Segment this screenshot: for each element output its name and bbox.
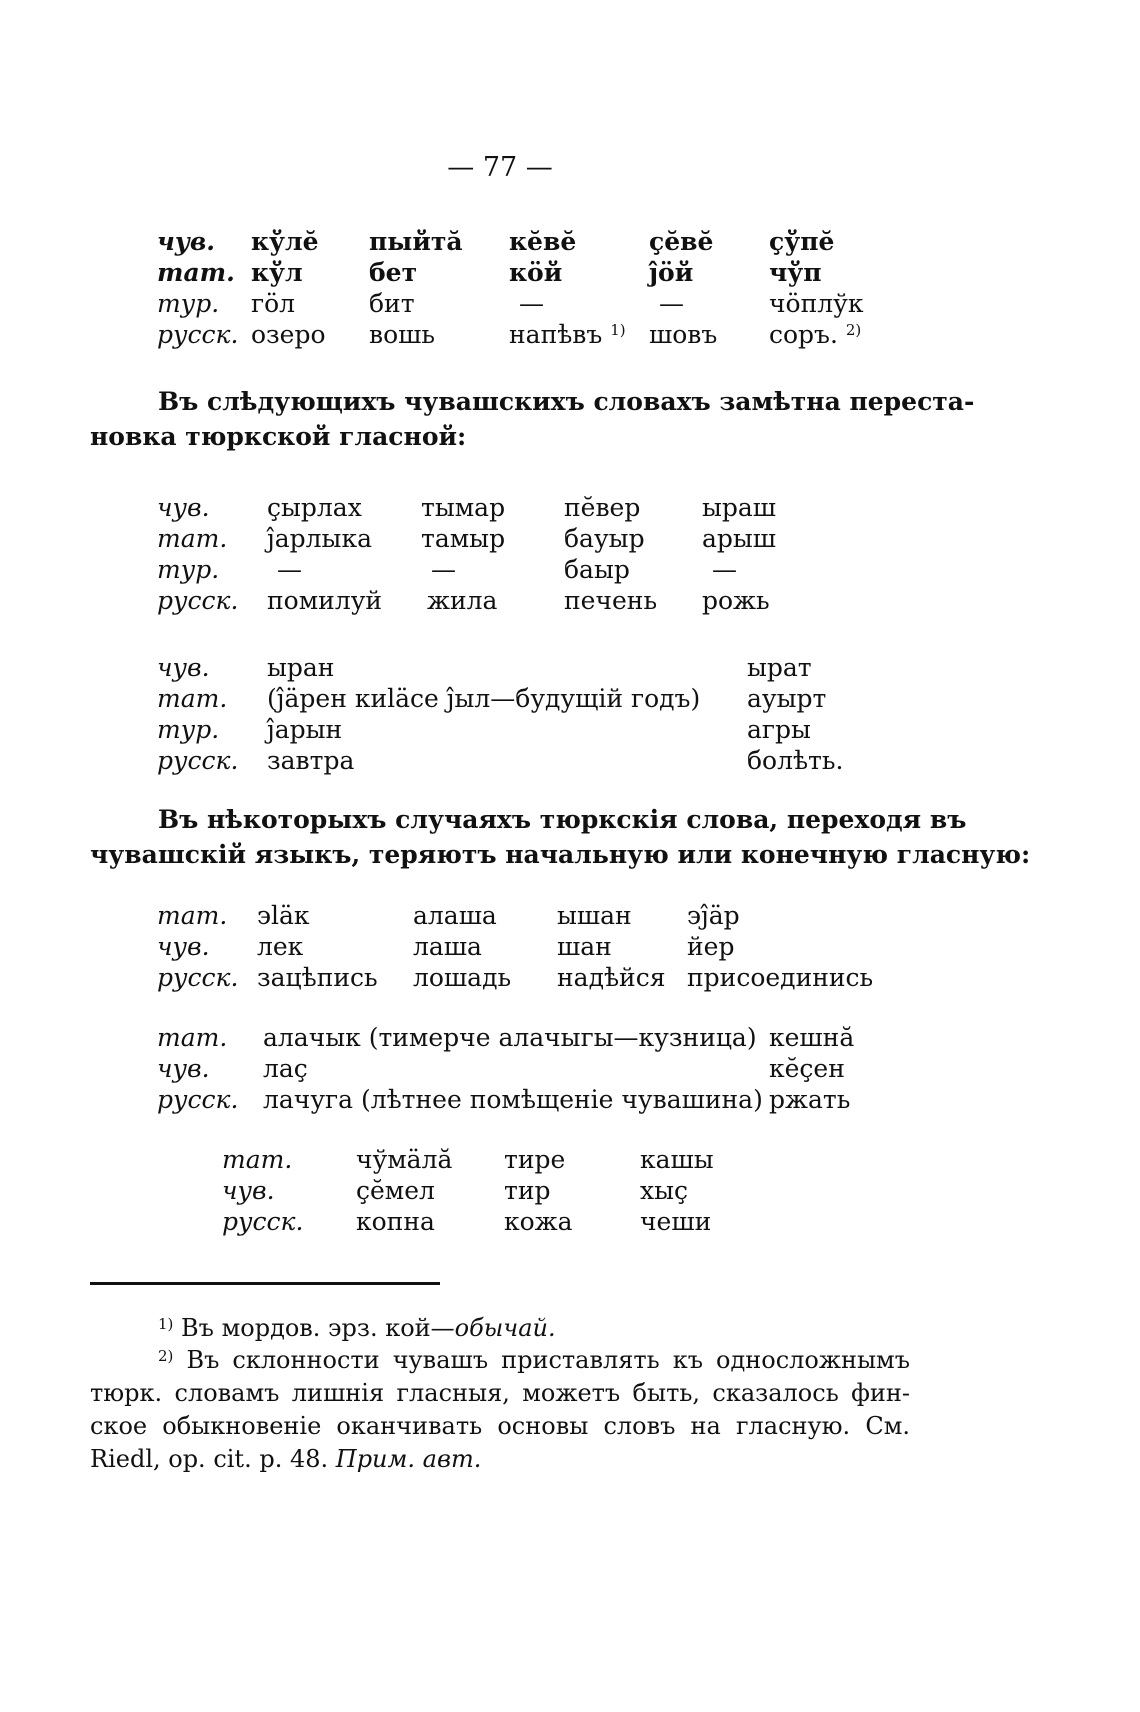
word-cell: ĵарлыка	[267, 524, 372, 553]
word-cell: тире	[504, 1145, 566, 1174]
footnote-mark: 2)	[158, 1347, 174, 1365]
word-cell: тымар	[421, 493, 506, 522]
word-cell: лаç	[263, 1054, 308, 1083]
word-cell: пĕвер	[564, 493, 641, 522]
word-cell: кешнă	[769, 1023, 855, 1052]
footnote-text: Въ склонности чувашъ приставлять къ односложнымъ	[186, 1346, 910, 1374]
footnote-text: Riedl, op. cit. p. 48.	[90, 1445, 329, 1473]
word-cell: —	[519, 289, 544, 318]
lang-label: тур.	[157, 555, 220, 584]
word-cell: присоединись	[687, 963, 874, 992]
footnote-italic: обычай.	[454, 1314, 556, 1342]
lang-label: русск.	[157, 1085, 239, 1114]
word-cell: помилуй	[267, 586, 383, 615]
word-cell: лек	[257, 932, 304, 961]
lang-label: тур.	[157, 289, 220, 318]
word-cell: ауырт	[747, 684, 827, 713]
word-cell: завтра	[267, 746, 355, 775]
word-cell: кўл	[251, 258, 303, 287]
word-cell: кўлĕ	[251, 227, 319, 256]
lang-label: тат.	[157, 524, 228, 553]
word-cell: баыр	[564, 555, 630, 584]
word-cell: —	[431, 555, 456, 584]
word-cell: хыç	[640, 1176, 688, 1205]
footnote-text: тюрк. словамъ лишнія гласныя, можетъ быть, сказалось фин-	[90, 1379, 910, 1407]
word-cell: —	[659, 289, 684, 318]
footnote-text: Въ мордов. эрз. кой—	[181, 1314, 455, 1342]
word-cell: ыраш	[702, 493, 777, 522]
lang-label: русск.	[157, 746, 239, 775]
word-cell: напѣвъ $^{1)}$	[509, 320, 626, 349]
word-cell: гӧл	[251, 289, 296, 318]
word-cell: лаша	[413, 932, 482, 961]
page-number: — 77 —	[447, 152, 553, 183]
lang-label: тат.	[222, 1145, 293, 1174]
word-cell: çўпĕ	[769, 227, 835, 256]
lang-label: тат.	[157, 901, 228, 930]
lang-label: тат.	[157, 1023, 228, 1052]
word-cell: шовъ	[649, 320, 718, 349]
word-cell: арыш	[702, 524, 777, 553]
paragraph-1	[90, 384, 975, 454]
word-cell: ышан	[557, 901, 632, 930]
footnote-italic: Прим. авт.	[335, 1445, 482, 1473]
word-cell: бит	[369, 289, 415, 318]
word-cell: бауыр	[564, 524, 645, 553]
word-cell: тир	[504, 1176, 551, 1205]
lang-label: чув.	[157, 1054, 210, 1083]
word-cell: çĕмел	[356, 1176, 435, 1205]
word-cell: эläк	[257, 901, 310, 930]
word-cell: —	[277, 555, 302, 584]
lang-label: чув.	[157, 653, 210, 682]
word-cell: ыран	[267, 653, 335, 682]
word-cell: жила	[427, 586, 498, 615]
word-cell: çĕвĕ	[649, 227, 714, 256]
word-cell: кĕçен	[769, 1054, 845, 1083]
word-cell: алаша	[413, 901, 497, 930]
footnote-1	[90, 1312, 910, 1345]
word-cell: çырлах	[267, 493, 362, 522]
word-cell: чеши	[640, 1207, 712, 1236]
word-cell: зацѣпись	[257, 963, 378, 992]
word-cell: йер	[687, 932, 735, 961]
lang-label: русск.	[157, 320, 239, 349]
word-cell: эĵäр	[687, 901, 740, 930]
paragraph-2	[90, 802, 1031, 872]
word-cell: (ĵäрен киläсе ĵыл—будущій годъ)	[267, 684, 701, 713]
word-cell: лачуга (лѣтнее помѣщеніе чувашина)	[263, 1085, 763, 1114]
word-cell: шан	[557, 932, 612, 961]
word-cell: кашы	[640, 1145, 714, 1174]
text-line: чувашскій языкъ, теряютъ начальную или конечную гласную:	[90, 840, 1031, 869]
word-cell: ĵӧй	[649, 258, 694, 287]
word-cell: агры	[747, 715, 811, 744]
word-cell: —	[712, 555, 737, 584]
word-cell: копна	[356, 1207, 435, 1236]
word-cell: лошадь	[413, 963, 512, 992]
word-cell: бет	[369, 258, 418, 287]
footnote-ref: 2)	[845, 321, 862, 339]
footnote-2	[90, 1344, 910, 1476]
word-cell: ĵарын	[267, 715, 343, 744]
word-cell: чўп	[769, 258, 822, 287]
text-line: Въ слѣдующихъ чувашскихъ словахъ замѣтна переста-	[158, 387, 975, 416]
lang-label: русск.	[157, 963, 239, 992]
footnote-ref: 1)	[610, 321, 626, 339]
lang-label: русск.	[157, 586, 239, 615]
lang-label: тат.	[157, 684, 228, 713]
word-cell: рожь	[702, 586, 770, 615]
word-cell: надѣйся	[557, 963, 666, 992]
word-cell: чӧплўк	[769, 289, 864, 318]
text-line: Въ нѣкоторыхъ случаяхъ тюркскія слова, переходя въ	[158, 805, 967, 834]
word-cell: ржать	[769, 1085, 851, 1114]
lang-label: тур.	[157, 715, 220, 744]
lang-label: тат.	[157, 258, 235, 287]
word-cell: печень	[564, 586, 658, 615]
footnote-mark: 1)	[158, 1315, 174, 1333]
footnote-text: ское обыкновеніе оканчивать основы словъ на гласную. См.	[90, 1412, 910, 1440]
word-cell: озеро	[251, 320, 326, 349]
lang-label: чув.	[157, 932, 210, 961]
footnote-divider	[90, 1282, 440, 1285]
word-cell: кожа	[504, 1207, 573, 1236]
lang-label: чув.	[222, 1176, 275, 1205]
lang-label: чув.	[157, 227, 215, 256]
word-cell: ырат	[747, 653, 812, 682]
word-cell: болѣть.	[747, 746, 844, 775]
word-cell: пыйтă	[369, 227, 463, 256]
word-cell: чўмäлă	[356, 1145, 453, 1174]
word-cell: тамыр	[421, 524, 506, 553]
word-cell: соръ. $^{2)}$	[769, 320, 862, 349]
lang-label: чув.	[157, 493, 210, 522]
word-cell: вошь	[369, 320, 435, 349]
word-cell: кĕвĕ	[509, 227, 577, 256]
word-cell: алачык (тимерче алачыгы—кузница)	[263, 1023, 757, 1052]
lang-label: русск.	[222, 1207, 304, 1236]
word-cell: кӧй	[509, 258, 563, 287]
text-line: новка тюркской гласной:	[90, 422, 467, 451]
